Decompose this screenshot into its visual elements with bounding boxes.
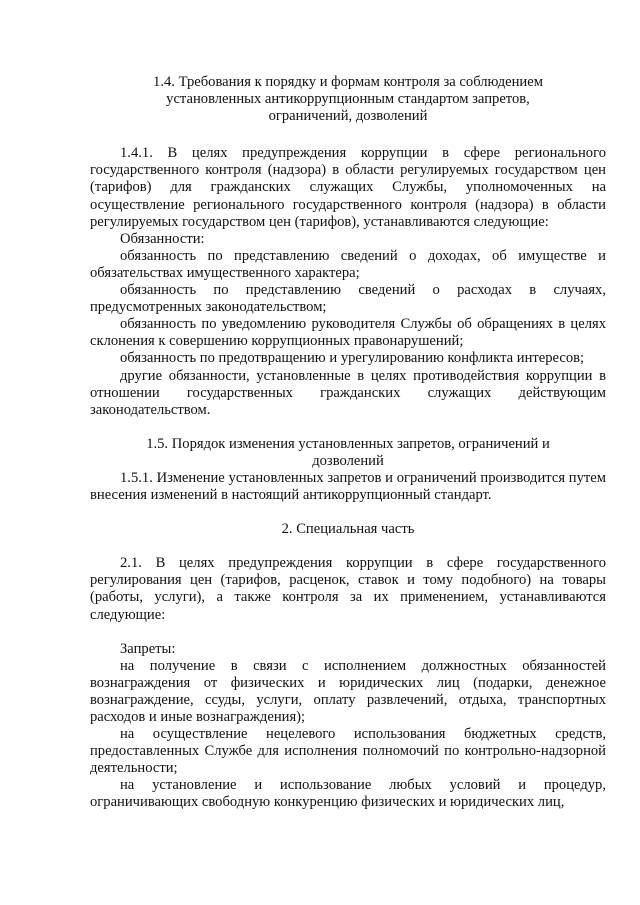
section-1-5-heading: 1.5. Порядок изменения установленных запретов, ограничений и дозволений	[146, 435, 550, 469]
spacer	[90, 419, 606, 436]
paragraph-1-4-1: 1.4.1. В целях предупреждения коррупции в сфере регионального государственного контроля (надзора) в области регулируемых государством цен (тарифов) для гражданских служащих Службы, уполномоченных на осуществление регионального государственного контроля (надзора) в области регулируемых государством цен (тарифов), устанавливаются следующие:	[90, 145, 606, 230]
document-page	[90, 74, 606, 812]
obligation-item: обязанность по представлению сведений о доходах, об имуществе и обязательствах имущественного характера;	[90, 247, 606, 281]
paragraph-2-1: 2.1. В целях предупреждения коррупции в сфере государственного регулирования цен (тарифов, расценок, ставок и тому подобного) на товары (работы, услуги), а также контроля за их применением, устанавливаются следующие:	[90, 555, 606, 623]
obligation-item: другие обязанности, установленные в целях противодействия коррупции в отношении государственных гражданских служащих действующим законодательством.	[90, 367, 606, 418]
bans-title: Запреты:	[120, 640, 176, 657]
spacer	[90, 624, 606, 641]
spacer	[90, 538, 606, 555]
paragraph-1-5-1: 1.5.1. Изменение установленных запретов и ограничений производится путем внесения изменений в настоящий антикоррупционный стандарт.	[90, 469, 606, 504]
obligation-item: обязанность по предотвращению и урегулированию конфликта интересов;	[120, 350, 585, 367]
ban-item: на установление и использование любых условий и процедур, ограничивающих свободную конкуренцию физических и юридических лиц,	[90, 777, 606, 811]
obligations-title: Обязанности:	[120, 230, 205, 247]
obligation-item: обязанность по представлению сведений о расходах в случаях, предусмотренных законодательством;	[90, 282, 606, 316]
spacer	[90, 125, 606, 145]
ban-item: на получение в связи с исполнением должностных обязанностей вознаграждения от физических и юридических лиц (подарки, денежное вознаграждение, ссуды, услуги, оплату развлечений, отдыха, транспортных расходов и иные вознаграждения);	[90, 657, 606, 725]
obligation-item: обязанность по уведомлению руководителя Службы об обращениях в целях склонения к совершению коррупционных правонарушений;	[90, 316, 606, 350]
section-2-heading: 2. Специальная часть	[281, 521, 415, 538]
section-1-4-heading: 1.4. Требования к порядку и формам контроля за соблюдением установленных антикоррупционным стандартом запретов, ограничений, дозволений	[153, 74, 543, 125]
ban-item: на осуществление нецелевого использования бюджетных средств, предоставленных Службе для исполнения полномочий по контрольно-надзорной деятельности;	[90, 726, 606, 777]
spacer	[90, 504, 606, 521]
